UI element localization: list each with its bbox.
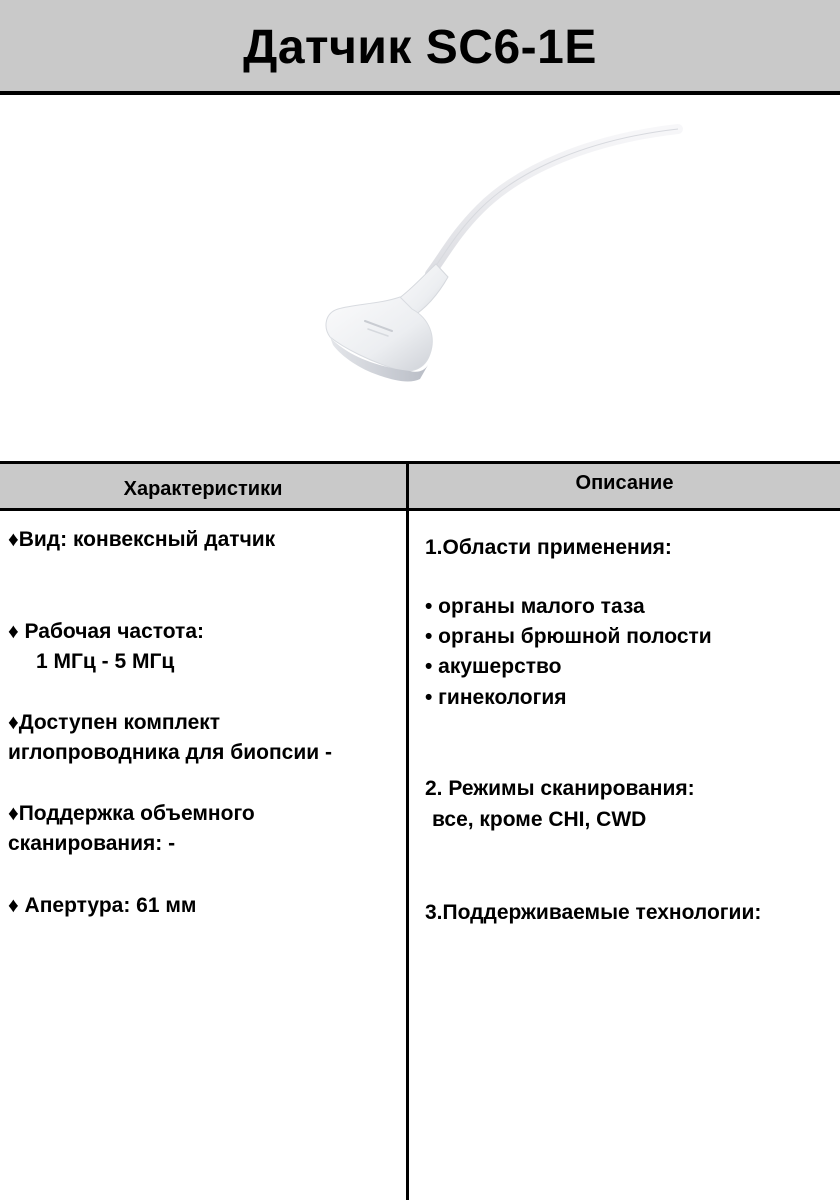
application-areas-title: 1.Области применения: (425, 536, 672, 559)
spec-frequency-label: ♦ Рабочая частота: (8, 620, 205, 643)
list-item: • органы брюшной полости (425, 625, 712, 648)
list-item: • гинекология (425, 686, 567, 709)
table-header-row (0, 461, 840, 511)
spec-volume-line1: ♦Поддержка объемного (8, 802, 255, 825)
scan-modes-value: все, кроме CHI, CWD (432, 808, 647, 831)
spec-table (0, 461, 840, 1200)
spec-aperture: ♦ Апертура: 61 мм (8, 894, 197, 917)
list-item: • органы малого таза (425, 595, 645, 618)
scan-modes-title: 2. Режимы сканирования: (425, 777, 695, 800)
list-item: • акушерство (425, 655, 562, 678)
column-divider (406, 461, 409, 1200)
supported-tech-title: 3.Поддерживаемые технологии: (425, 901, 762, 924)
column-header-description: Описание (575, 471, 674, 494)
convex-probe-illustration (0, 99, 840, 460)
spec-biopsy-line1: ♦Доступен комплект (8, 711, 221, 734)
column-header-characteristics: Характеристики (123, 477, 283, 500)
spec-volume-line2: сканирования: - (8, 832, 176, 855)
probe-image (0, 99, 840, 460)
page-title: Датчик SC6-1E (243, 21, 597, 74)
title-bar (0, 0, 840, 95)
spec-biopsy-line2: иглопроводника для биопсии - (8, 741, 332, 764)
spec-type: ♦Вид: конвексный датчик (8, 528, 276, 551)
spec-frequency-value: 1 МГц - 5 МГц (36, 650, 175, 673)
